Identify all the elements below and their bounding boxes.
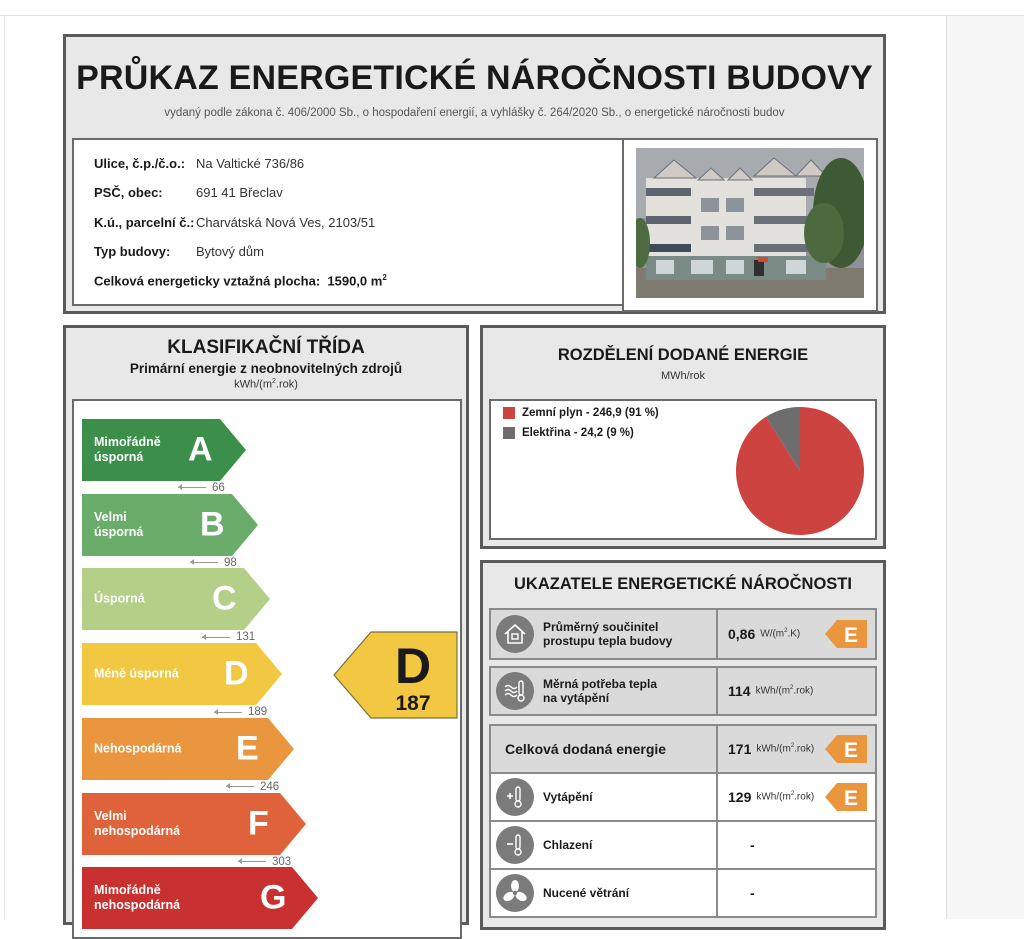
energy-split-title: ROZDĚLENÍ DODANÉ ENERGIE	[557, 346, 809, 364]
indicator-value-cell	[718, 610, 875, 658]
indicator-value-cell	[718, 726, 875, 772]
band-label	[94, 667, 179, 682]
threshold-arrow-icon	[190, 562, 218, 563]
indicator-value: 129	[728, 789, 752, 805]
band-label-line1: Mimořádně	[94, 883, 161, 898]
svg-text:E: E	[843, 624, 859, 647]
fan-icon	[496, 874, 534, 912]
energy-band-a	[82, 419, 246, 481]
indicator-label-cell	[491, 668, 718, 714]
indicator-label-cell	[491, 610, 718, 658]
class-badge	[825, 783, 867, 811]
unit-prefix: kWh/(m	[234, 378, 272, 391]
threshold-b	[190, 557, 237, 569]
energy-band-c	[82, 568, 270, 630]
house-icon	[496, 615, 534, 653]
indicator-value-cell	[718, 668, 875, 714]
parcel-row	[94, 215, 375, 230]
unit-suffix: .K)	[787, 628, 801, 640]
classification-title: KLASIFIKAČNÍ TŘÍDA	[167, 337, 365, 358]
energy-band-g	[82, 867, 318, 929]
unit-prefix: W/(m	[760, 628, 785, 640]
band-label-line2: nehospodárná	[94, 823, 181, 838]
legend-item-gas	[503, 407, 659, 419]
document-title: PRŮKAZ ENERGETICKÉ NÁROČNOSTI BUDOVY	[76, 59, 873, 97]
type-row	[94, 244, 264, 259]
unit-sup: 2	[790, 743, 795, 750]
band-letter: B	[200, 505, 225, 544]
parcel-label: K.ú., parcelní č.:	[94, 215, 195, 230]
legend-label-electricity: Elektřina - 24,2 (9 %)	[522, 427, 634, 439]
indicator-label-cell	[491, 726, 718, 772]
threshold-d	[214, 706, 267, 718]
unit-prefix: kWh/(m	[756, 791, 791, 803]
area-value: 1590,0 m	[327, 273, 383, 289]
unit-sup: 2	[271, 378, 276, 385]
threshold-arrow-icon	[202, 637, 230, 638]
threshold-arrow-icon	[214, 712, 242, 713]
band-letter: E	[236, 729, 259, 768]
band-label	[94, 435, 161, 465]
zip-label: PSČ, obec:	[94, 185, 163, 200]
band-label-line2: úsporná	[94, 524, 144, 539]
document-subtitle: vydaný podle zákona č. 406/2000 Sb., o hospodaření energií, a vyhlášky č. 264/2020 Sb., o energetické náročnosti budov	[164, 107, 785, 119]
band-letter: A	[188, 430, 213, 469]
energy-split-panel	[480, 325, 886, 549]
threshold-value: 66	[212, 482, 225, 494]
threshold-value: 303	[272, 855, 292, 868]
indicator-row-heat-transfer	[489, 608, 877, 660]
indicators-title: UKAZATELE ENERGETICKÉ NÁROČNOSTI	[514, 575, 852, 593]
unit-sup: 2	[790, 791, 795, 798]
indicator-value-cell	[718, 870, 875, 916]
indicator-label: Celková dodaná energie	[505, 741, 667, 757]
indicator-row-ventilation	[489, 868, 877, 918]
indicator-unit	[756, 743, 814, 754]
area-sup: 2	[382, 273, 387, 282]
indicator-label-line2: prostupu tepla budovy	[543, 634, 673, 648]
threshold-value: 246	[260, 780, 280, 793]
indicator-label-cell	[491, 774, 718, 820]
indicator-label	[543, 677, 657, 705]
indicator-value: 0,86	[728, 626, 756, 642]
threshold-a	[178, 482, 225, 494]
zip-row	[94, 185, 283, 200]
heating-thermometer-icon	[496, 778, 534, 816]
band-letter: G	[260, 878, 287, 917]
indicator-value-cell	[718, 774, 875, 820]
threshold-value: 189	[248, 706, 268, 719]
band-label-line1: Mimořádně	[94, 435, 161, 449]
indicator-value: -	[750, 837, 755, 853]
parcel-value: Charvátská Nová Ves, 2103/51	[196, 215, 376, 230]
indicator-value: 171	[728, 741, 752, 757]
energy-band-e	[82, 718, 294, 780]
indicator-label-line1: Měrná potřeba tepla	[543, 677, 658, 691]
band-label-line1: Méně úsporná	[94, 666, 179, 681]
area-label: Celková energeticky vztažná plocha:	[94, 273, 321, 289]
indicator-row-total-energy	[489, 724, 877, 774]
certificate-header	[63, 34, 886, 314]
unit-suffix: .rok)	[275, 378, 298, 391]
building-photo	[636, 148, 864, 298]
indicators-panel	[480, 560, 886, 930]
indicator-label	[543, 620, 672, 648]
current-class-marker	[333, 631, 459, 719]
threshold-e	[226, 781, 279, 793]
band-label-line2: nehospodárná	[94, 898, 181, 913]
indicator-value: 114	[728, 683, 751, 699]
unit-prefix: kWh/(m	[756, 743, 791, 755]
band-label	[94, 510, 143, 540]
legend-item-electricity	[503, 427, 634, 439]
indicator-label-line2: na vytápění	[543, 691, 610, 705]
band-label-line1: Velmi	[94, 509, 127, 524]
pie-chart	[735, 406, 865, 536]
side-panel	[946, 16, 1024, 919]
energy-band-b	[82, 494, 258, 556]
indicator-row-heating	[489, 772, 877, 822]
classification-unit	[66, 378, 466, 391]
unit-suffix: .rok)	[794, 743, 815, 755]
legend-swatch-gas	[503, 407, 515, 419]
energy-band-d	[82, 643, 282, 705]
building-photo-frame	[622, 138, 878, 312]
unit-sup: 2	[784, 628, 788, 635]
indicator-label: Chlazení	[543, 838, 593, 852]
band-label-line1: Nehospodárná	[94, 741, 182, 756]
area-row	[94, 273, 387, 288]
type-label: Typ budovy:	[94, 244, 171, 259]
unit-suffix: .rok)	[794, 791, 815, 803]
threshold-arrow-icon	[226, 786, 254, 787]
band-label-line1: Velmi	[94, 808, 127, 823]
street-row	[94, 156, 304, 171]
indicator-label-cell	[491, 870, 718, 916]
current-class-letter: D	[394, 638, 432, 694]
page-edge	[4, 16, 5, 919]
indicator-label: Nucené větrání	[543, 886, 630, 900]
building-info	[72, 138, 624, 306]
classification-scale	[72, 399, 462, 939]
indicator-unit	[756, 791, 814, 802]
class-badge	[825, 735, 867, 763]
svg-text:E: E	[843, 739, 859, 762]
indicator-unit	[756, 685, 814, 696]
svg-text:E: E	[843, 787, 859, 810]
band-label	[94, 741, 182, 756]
indicator-unit	[760, 628, 800, 639]
indicator-label-cell	[491, 822, 718, 868]
band-label-line1: Úsporná	[94, 591, 145, 606]
street-label: Ulice, č.p./č.o.:	[94, 156, 186, 171]
band-label	[94, 592, 145, 607]
unit-suffix: .rok)	[793, 685, 814, 697]
heat-thermometer-icon	[496, 672, 534, 710]
classification-panel	[63, 325, 469, 925]
band-label	[94, 809, 180, 839]
unit-prefix: kWh/(m	[755, 685, 791, 697]
type-value: Bytový dům	[196, 244, 264, 259]
indicator-row-cooling	[489, 820, 877, 870]
band-letter: D	[224, 654, 249, 693]
current-class-value: 187	[395, 692, 431, 715]
energy-split-chart	[489, 399, 877, 540]
street-value: Na Valtické 736/86	[196, 156, 305, 171]
class-badge	[825, 620, 867, 648]
indicator-label: Vytápění	[543, 790, 593, 804]
indicator-value-cell	[718, 822, 875, 868]
threshold-arrow-icon	[178, 487, 206, 488]
band-letter: F	[248, 804, 269, 842]
band-letter: C	[212, 579, 237, 618]
classification-subtitle: Primární energie z neobnovitelných zdrojů	[129, 361, 403, 376]
threshold-f	[238, 856, 291, 868]
energy-band-f	[82, 793, 306, 855]
legend-label-gas: Zemní plyn - 246,9 (91 %)	[522, 407, 659, 419]
threshold-c	[202, 631, 255, 643]
legend-swatch-electricity	[503, 427, 515, 439]
indicator-value: -	[750, 885, 755, 901]
indicator-label-line1: Průměrný součinitel	[543, 620, 659, 634]
energy-split-unit: MWh/rok	[661, 370, 705, 382]
top-bar	[0, 0, 1024, 16]
band-label-line2: úsporná	[94, 450, 144, 464]
cooling-thermometer-icon	[496, 826, 534, 864]
threshold-value: 98	[224, 556, 237, 569]
band-label	[94, 883, 180, 913]
zip-value: 691 41 Břeclav	[196, 185, 283, 200]
indicator-row-heat-demand	[489, 666, 877, 716]
unit-sup: 2	[790, 685, 794, 692]
threshold-arrow-icon	[238, 861, 266, 862]
threshold-value: 131	[236, 631, 256, 644]
